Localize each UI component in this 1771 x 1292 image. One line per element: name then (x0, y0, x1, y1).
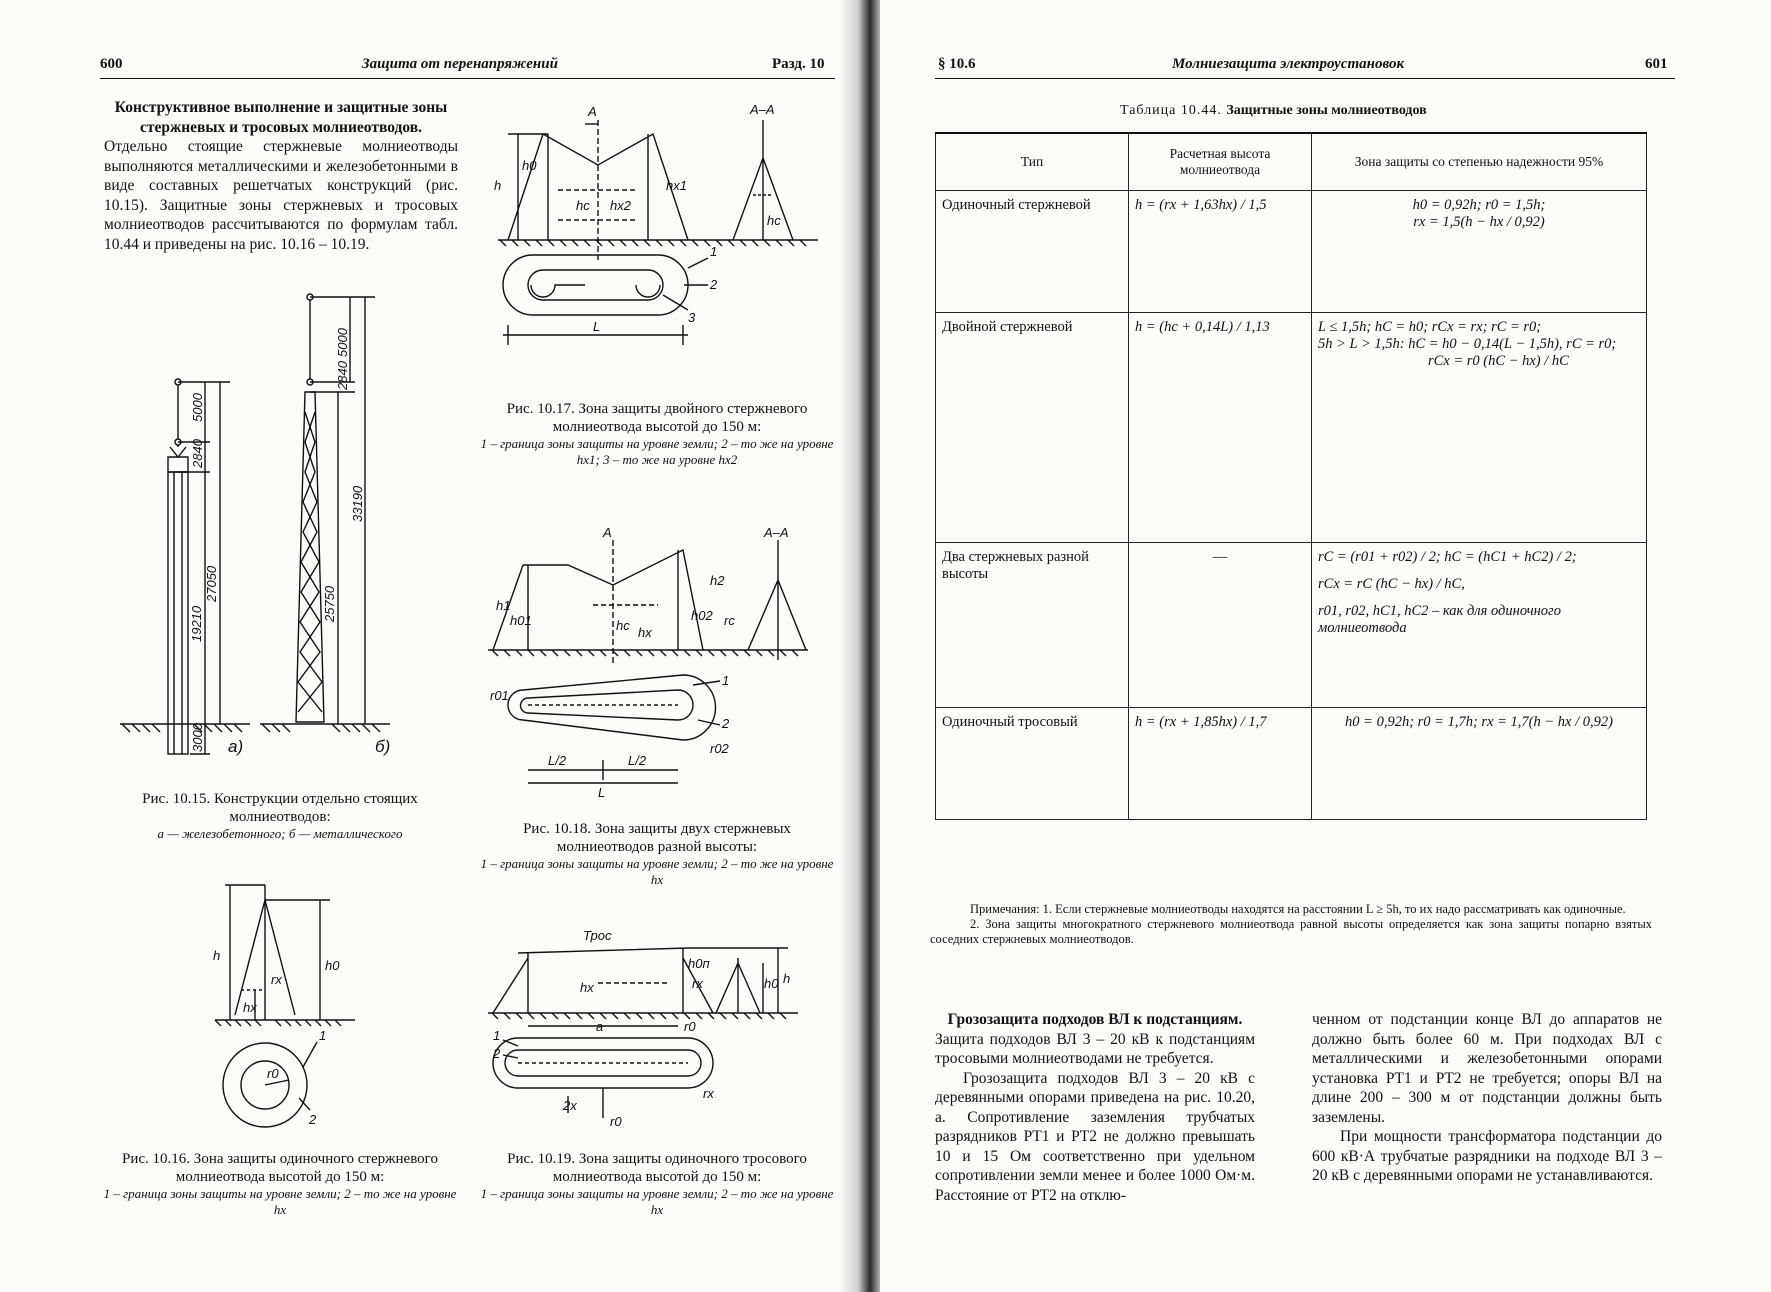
fig18-label-A: A (603, 525, 612, 540)
fig17-label-3: 3 (688, 310, 696, 325)
fig19-label-r0-top: r0 (684, 1019, 696, 1034)
row1-type: Одиночный стержневой (936, 191, 1129, 313)
fig19-caption-text: Рис. 10.19. Зона защиты одиночного тросового молниеотвода высотой до 150 м: (507, 1151, 807, 1185)
fig19-label-a: a (596, 1019, 604, 1034)
fig18-label-r02: r02 (710, 741, 729, 756)
fig16-label-h: h (213, 948, 221, 963)
col1-p2: Грозозащита подходов ВЛ 3 – 20 кВ с деревянными опорами приведена на рис. 10.20, а. Сопротивление заземления трубчатых разрядников PT1 и PT2 не должно превышать 10 и 15 Ом соответственно при удельном сопротивлении земли менее и более 1000 Ом·м. Расстояние от PT2 на отклю- (935, 1069, 1255, 1204)
table-header-row (936, 133, 1647, 191)
table-title-name: Защитные зоны молниеотводов (1226, 103, 1427, 118)
col1-heading: Грозозащита подходов ВЛ к подстанциям. (947, 1011, 1243, 1028)
fig16-label-r0: r0 (267, 1066, 279, 1081)
fig19-label-h: h (783, 971, 791, 986)
running-title-right: Молниезащита электроустановок (1172, 56, 1405, 72)
fig17-label-A: A (588, 104, 597, 119)
fig18-caption (478, 820, 836, 888)
fig19-caption (478, 1150, 836, 1218)
fig18-label-2: 2 (722, 716, 730, 731)
header-rule-left (100, 78, 835, 79)
table-row (936, 191, 1647, 313)
table-title-number: Таблица 10.44. (1120, 103, 1222, 118)
th-height: Расчетная высота молниеотвода (1129, 133, 1312, 191)
fig19-diagram (488, 928, 828, 1133)
row4-zone: h0 = 0,92h; r0 = 1,7h; rx = 1,7(h − hx / 0,92) (1312, 708, 1647, 820)
section-left: Разд. 10 (772, 56, 825, 72)
fig17-label-hc-section: hc (767, 213, 781, 228)
fig15-caption (100, 790, 460, 842)
fig18-label-L: L (598, 785, 606, 800)
fig19-label-2: 2 (493, 1046, 501, 1061)
row1-zone (1312, 191, 1647, 313)
page-number-right: 601 (1645, 56, 1668, 72)
fig18-label-rc: rc (724, 613, 735, 628)
fig16-diagram (205, 880, 375, 1130)
table-row (936, 543, 1647, 708)
fig17-caption (478, 400, 836, 468)
section-right: § 10.6 (938, 56, 976, 72)
fig19-label-hx: hx (580, 980, 594, 995)
fig19-label-tros: Трос (583, 928, 612, 943)
intro-paragraph (104, 98, 458, 254)
row1-zone-line2: rx = 1,5(h − hx / 0,92) (1413, 214, 1545, 230)
fig17-label-hx2: hx2 (610, 198, 631, 213)
fig18-caption-sub: 1 – граница зоны защиты на уровне земли; 2 – то же на уровне hx (480, 856, 834, 887)
fig17-label-hx1: hx1 (666, 178, 687, 193)
left-page (0, 0, 860, 1292)
fig18-label-h2: h2 (710, 573, 725, 588)
row2-zone-line2: 5h > L > 1,5h: hC = h0 − 0,14(L − 1,5h), rC = r0; (1318, 336, 1617, 352)
fig18-diagram (488, 525, 828, 805)
fig18-label-h01: h01 (510, 613, 532, 628)
body-column-2 (1312, 1010, 1662, 1186)
fig19-caption-sub: 1 – граница зоны защиты на уровне земли; 2 – то же на уровне hx (480, 1186, 834, 1217)
fig18-label-1: 1 (722, 673, 730, 688)
th-type: Тип (936, 133, 1129, 191)
fig15-dim-b-2840: 2840 (335, 361, 350, 390)
page-number-left: 600 (100, 56, 123, 72)
table-notes (930, 902, 1652, 947)
fig16-caption (100, 1150, 460, 1218)
fig17-caption-sub: 1 – граница зоны защиты на уровне земли; 2 – то же на уровне hx1; 3 – то же на уровне hx2 (480, 436, 834, 467)
fig16-label-h0: h0 (325, 958, 340, 973)
fig19-label-r0-bottom: r0 (610, 1114, 622, 1129)
fig17-diagram (488, 100, 828, 390)
row3-zone-line1: rC = (r01 + r02) / 2; hC = (hC1 + hC2) / 2; (1318, 549, 1577, 565)
row2-zone (1312, 313, 1647, 543)
fig19-label-h0: h0 (764, 976, 779, 991)
fig16-label-hx: hx (243, 1000, 257, 1015)
fig16-caption-sub: 1 – граница зоны защиты на уровне земли; 2 – то же на уровне hx (103, 1186, 457, 1217)
fig16-label-rx: rx (271, 972, 282, 987)
fig15-dim-a-5000: 5000 (190, 393, 205, 422)
fig18-label-AA: A–A (764, 525, 789, 540)
fig17-label-hc: hc (576, 198, 590, 213)
fig19-label-rx-bottom: rx (703, 1086, 714, 1101)
fig15-caption-text: Рис. 10.15. Конструкции отдельно стоящих молниеотводов: (142, 791, 418, 825)
fig15-dim-a-2840: 2840 (190, 439, 205, 468)
row3-height: — (1129, 543, 1312, 708)
fig18-label-h1: h1 (496, 598, 511, 613)
row2-height: h = (hc + 0,14L) / 1,13 (1129, 313, 1312, 543)
protection-zones-table (935, 132, 1647, 820)
fig19-label-rx: rx (692, 976, 703, 991)
table-title (1120, 103, 1427, 119)
row3-zone (1312, 543, 1647, 708)
col2-p2: При мощности трансформатора подстанции до 600 кВ·А трубчатые разрядники на подходе ВЛ 3 – 20 кВ с деревянными опорами не устанавливаются. (1312, 1128, 1662, 1184)
fig17-label-h0: h0 (522, 158, 537, 173)
fig15-dim-a-19210: 19210 (189, 605, 204, 642)
fig15-dim-b-5000: 5000 (335, 328, 350, 357)
fig15-dim-b-25750: 25750 (322, 585, 337, 622)
col2-p1: ченном от подстанции конце ВЛ до аппаратов не должно быть более 60 м. При подходах ВЛ с металлическими и железобетонными опорами установка PT1 и PT2 не требуется; опоры ВЛ на длине 200 – 300 м от подстанции должны быть заземлены. (1312, 1011, 1662, 1126)
header-rule-right (935, 78, 1675, 79)
fig17-label-AA: A–A (750, 102, 775, 117)
fig18-caption-text: Рис. 10.18. Зона защиты двух стержневых молниеотводов разной высоты: (523, 821, 791, 855)
row2-zone-line1: L ≤ 1,5h; hC = h0; rCx = rx; rC = r0; (1318, 319, 1542, 335)
fig19-label-1: 1 (493, 1028, 501, 1043)
th-zone: Зона защиты со степенью надежности 95% (1312, 133, 1647, 191)
note-1: Примечания: 1. Если стержневые молниеотводы находятся на расстоянии L ≥ 5h, то их надо рассматривать как одиночные. (970, 902, 1626, 916)
fig17-label-2: 2 (710, 277, 718, 292)
table-row (936, 313, 1647, 543)
fig16-label-2: 2 (309, 1112, 317, 1127)
running-title-left: Защита от перенапряжений (362, 56, 558, 72)
fig18-label-L2-right: L/2 (628, 753, 647, 768)
row1-zone-line1: h0 = 0,92h; r0 = 1,5h; (1412, 197, 1546, 213)
row3-type: Два стержневых разной высоты (936, 543, 1129, 708)
row3-zone-line2: rCx = rC (hC − hx) / hC, (1318, 576, 1465, 592)
fig17-label-1: 1 (710, 244, 718, 259)
fig18-label-r01: r01 (490, 688, 509, 703)
row2-zone-line3: rCx = r0 (hC − hx) / hC (1428, 353, 1569, 369)
row1-height: h = (rx + 1,63hx) / 1,5 (1129, 191, 1312, 313)
fig19-label-2x: 2x (563, 1098, 577, 1113)
fig15-diagram (110, 282, 460, 767)
fig15-label-b: б) (375, 737, 391, 756)
right-page (880, 0, 1771, 1292)
fig19-label-h0p: h0п (688, 956, 710, 971)
fig18-label-hc: hc (616, 618, 630, 633)
intro-heading: Конструктивное выполнение и защитные зоны стержневых и тросовых молниеотводов. (114, 99, 448, 136)
note-2: 2. Зона защиты многократного стержневого молниеотвода равной высоты определяется как зона защиты попарно взятых соседних стержневых молниеотводов. (930, 917, 1652, 946)
row4-type: Одиночный тросовый (936, 708, 1129, 820)
col1-p1: Защита подходов ВЛ 3 – 20 кВ к подстанциям тросовыми молниеотводами не требуется. (935, 1030, 1255, 1067)
intro-body: Отдельно стоящие стержневые молниеотводы выполняются металлическими и железобетонными в виде составных решетчатых конструкций (рис. 10.15). Защитные зоны стержневых и тросовых молниеотводов рассчитываются по формулам табл. 10.44 и приведены на рис. 10.16 – 10.19. (104, 138, 458, 253)
fig17-caption-text: Рис. 10.17. Зона защиты двойного стержневого молниеотвода высотой до 150 м: (506, 401, 808, 435)
fig17-label-L: L (593, 319, 601, 334)
body-column-1 (935, 1010, 1255, 1205)
fig15-caption-sub: а — железобетонного; б — металлического (157, 826, 403, 841)
row2-type: Двойной стержневой (936, 313, 1129, 543)
fig16-caption-text: Рис. 10.16. Зона защиты одиночного стержневого молниеотвода высотой до 150 м: (122, 1151, 438, 1185)
fig15-dim-a-3000: 3000 (190, 723, 205, 752)
fig15-label-a: а) (228, 737, 244, 756)
fig18-label-hx: hx (638, 625, 652, 640)
fig18-label-h02: h02 (691, 608, 713, 623)
fig17-label-h: h (494, 178, 502, 193)
row3-zone-line3: r01, r02, hC1, hC2 – как для одиночного молниеотвода (1318, 603, 1561, 636)
row4-height: h = (rx + 1,85hx) / 1,7 (1129, 708, 1312, 820)
fig16-label-1: 1 (319, 1028, 327, 1043)
fig15-dim-b-33190: 33190 (350, 485, 365, 522)
fig18-label-L2-left: L/2 (548, 753, 567, 768)
table-row (936, 708, 1647, 820)
fig15-dim-a-27050: 27050 (204, 565, 219, 602)
